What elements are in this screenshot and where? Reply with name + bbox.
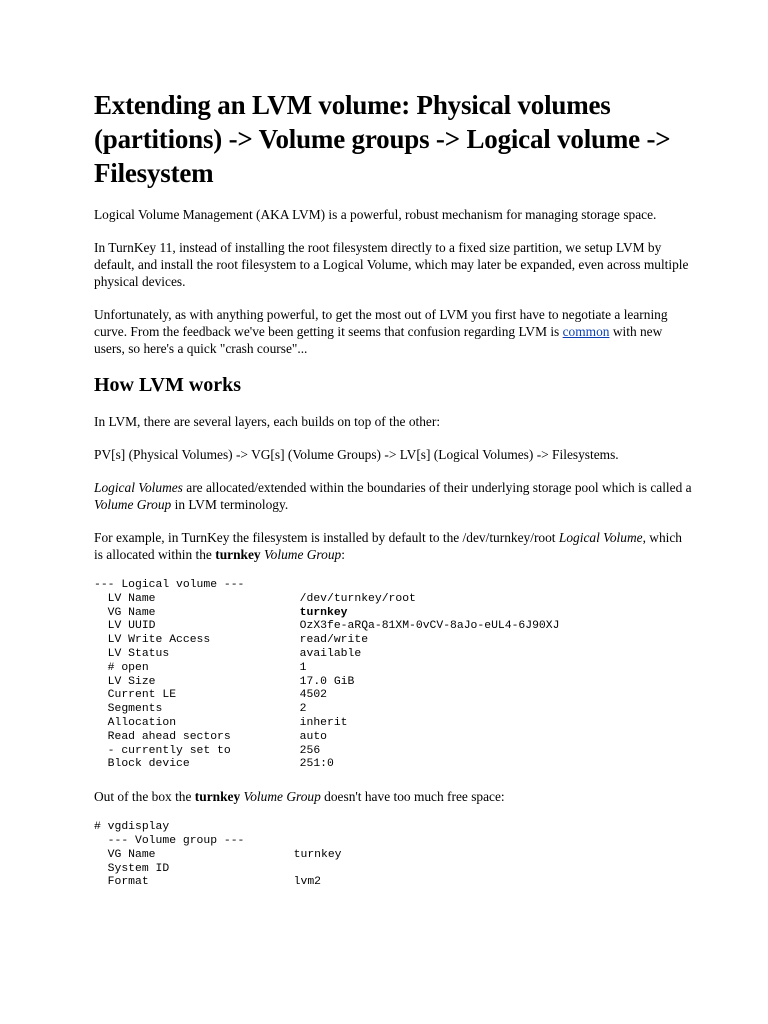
turnkey-paragraph: In TurnKey 11, instead of installing the root filesystem directly to a fixed size partition, we setup LVM by default, and install the root filesystem to a Logical Volume, which may later be expanded, even across multiple physical devices. xyxy=(94,240,689,289)
lvdisplay-value: 1 xyxy=(299,661,307,674)
lvdisplay-row xyxy=(94,593,694,607)
lvdisplay-value: inherit xyxy=(299,716,348,729)
lvdisplay-value: OzX3fe-aRQa-81XM-0vCV-8aJo-eUL4-6J90XJ xyxy=(299,620,560,633)
vgdisplay-row xyxy=(94,876,694,890)
lv-text-end: in LVM terminology. xyxy=(171,497,289,512)
lvdisplay-key: Read ahead sectors xyxy=(107,730,231,743)
unfortunately-paragraph xyxy=(94,306,694,357)
outofbox-vg-term: Volume Group xyxy=(243,789,321,805)
article-body xyxy=(94,88,694,906)
lvdisplay-key: LV Size xyxy=(107,675,156,688)
lvdisplay-value: auto xyxy=(299,730,328,743)
vgdisplay-rows xyxy=(94,849,694,890)
lvdisplay-value: 17.0 GiB xyxy=(299,675,355,688)
lvdisplay-value: turnkey xyxy=(299,606,348,619)
example-text-mid: , which is allocated within the xyxy=(94,530,682,562)
lvdisplay-key: Current LE xyxy=(107,689,177,702)
example-turnkey-bold: turnkey xyxy=(215,547,261,562)
lvdisplay-row xyxy=(94,717,694,731)
vgdisplay-key: System ID xyxy=(107,862,170,875)
lvdisplay-value: 2 xyxy=(299,703,307,716)
outofbox-text-end: doesn't have too much free space: xyxy=(320,789,505,805)
lvdisplay-key: LV UUID xyxy=(107,620,156,633)
unfortunately-text-after: with new users, so here's a quick "crash course"... xyxy=(94,324,663,356)
lvdisplay-row xyxy=(94,758,694,772)
lvdisplay-row xyxy=(94,731,694,745)
lvdisplay-row xyxy=(94,634,694,648)
lvdisplay-value: read/write xyxy=(299,634,369,647)
lvdisplay-output xyxy=(94,579,694,772)
section-heading-how-lvm-works: How LVM works xyxy=(94,374,242,396)
vgdisplay-key: Format xyxy=(107,876,149,889)
outofbox-text-start: Out of the box the xyxy=(94,789,195,805)
lvdisplay-key: LV Write Access xyxy=(107,634,211,647)
example-vg-term: Volume Group xyxy=(263,547,342,562)
lvdisplay-value: 251:0 xyxy=(299,758,334,771)
vgdisplay-command: # vgdisplay xyxy=(94,821,170,834)
intro-paragraph: Logical Volume Management (AKA LVM) is a powerful, robust mechanism for managing storage space. xyxy=(94,207,657,222)
lvdisplay-key: Segments xyxy=(107,703,163,716)
lvdisplay-row xyxy=(94,689,694,703)
lvdisplay-key: Allocation xyxy=(107,716,177,729)
logical-volumes-paragraph xyxy=(94,479,694,513)
vgdisplay-value: turnkey xyxy=(293,848,342,861)
example-lv-term: Logical Volume xyxy=(558,530,643,545)
lvdisplay-row xyxy=(94,648,694,662)
lvdisplay-key: VG Name xyxy=(107,606,156,619)
lvdisplay-row xyxy=(94,607,694,621)
lvdisplay-row xyxy=(94,745,694,759)
lvdisplay-key: - currently set to xyxy=(107,744,231,757)
out-of-box-paragraph xyxy=(94,788,694,805)
lvdisplay-row xyxy=(94,620,694,634)
chain-paragraph: PV[s] (Physical Volumes) -> VG[s] (Volume Groups) -> LV[s] (Logical Volumes) -> Filesystems. xyxy=(94,447,619,462)
vgdisplay-key: VG Name xyxy=(107,848,156,861)
lvdisplay-key: LV Name xyxy=(107,592,156,605)
example-text-end: : xyxy=(341,547,345,562)
lvdisplay-value: /dev/turnkey/root xyxy=(299,592,416,605)
vg-term: Volume Group xyxy=(94,497,172,512)
unfortunately-text-before: Unfortunately, as with anything powerful, to get the most out of LVM you first have to negotiate a learning curve. From the feedback we've been getting it seems that confusion regarding LVM is xyxy=(94,307,668,339)
lvdisplay-key: LV Status xyxy=(107,647,170,660)
lvdisplay-key: # open xyxy=(107,661,149,674)
lvdisplay-rows xyxy=(94,593,694,772)
page-title: Extending an LVM volume: Physical volumes (partitions) -> Volume groups -> Logical volume -> Filesystem xyxy=(94,90,671,188)
layers-paragraph: In LVM, there are several layers, each builds on top of the other: xyxy=(94,414,441,429)
lv-text-mid: are allocated/extended within the boundaries of their underlying storage pool which is called a xyxy=(182,480,692,495)
lvdisplay-row xyxy=(94,703,694,717)
lvdisplay-value: available xyxy=(299,647,362,660)
common-link[interactable]: common xyxy=(562,324,610,339)
vgdisplay-output xyxy=(94,821,694,890)
vgdisplay-row xyxy=(94,849,694,863)
lvdisplay-value: 256 xyxy=(299,744,321,757)
example-text-start: For example, in TurnKey the filesystem is installed by default to the /dev/turnkey/root xyxy=(94,530,559,545)
vgdisplay-header: --- Volume group --- xyxy=(107,834,245,847)
lv-term: Logical Volumes xyxy=(94,480,183,495)
lvdisplay-row xyxy=(94,676,694,690)
outofbox-turnkey-bold: turnkey xyxy=(194,789,241,805)
example-paragraph xyxy=(94,529,694,563)
lvdisplay-value: 4502 xyxy=(299,689,328,702)
lvdisplay-key: Block device xyxy=(107,758,190,771)
lvdisplay-row xyxy=(94,662,694,676)
lvdisplay-header: --- Logical volume --- xyxy=(94,579,245,591)
vgdisplay-value: lvm2 xyxy=(293,876,322,889)
vgdisplay-row xyxy=(94,863,694,877)
